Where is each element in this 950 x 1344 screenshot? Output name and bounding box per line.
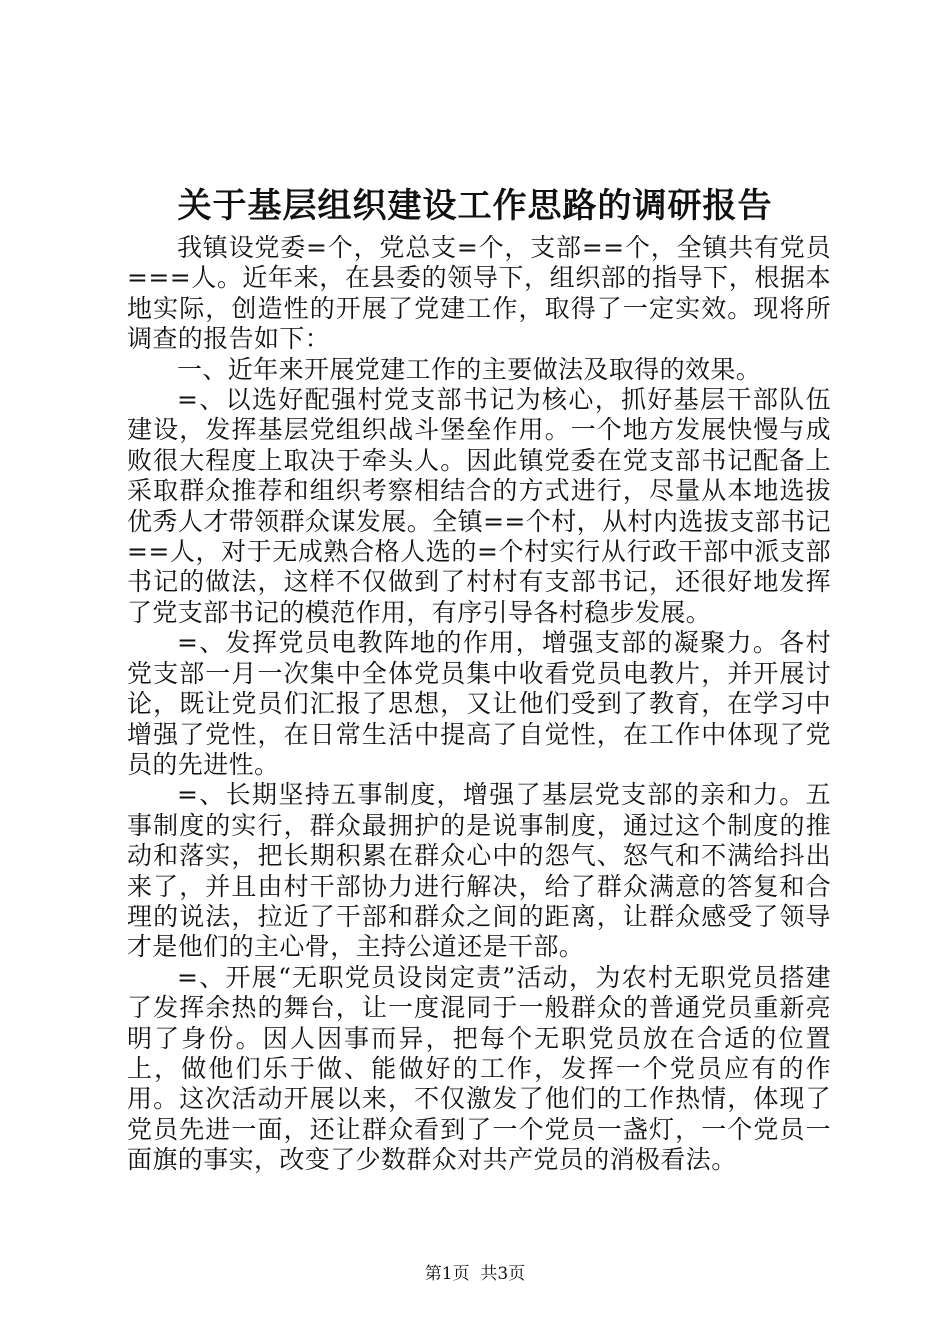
document-title: 关于基层组织建设工作思路的调研报告 <box>177 186 773 226</box>
paragraph-item-3: =、长期坚持五事制度，增强了基层党支部的亲和力。五事制度的实行，群众最拥护的是说事制度，通过这个制度的推动和落实，把长期积累在群众心中的怨气、怒气和不满给抖出来了，并且由村干部协力进行解决，给了群众满意的答复和合理的说法，拉近了干部和群众之间的距离，让群众感受了领导才是他们的主心骨，主持公道还是干部。 <box>127 780 831 962</box>
paragraph-intro: 我镇设党委=个，党总支=个，支部==个，全镇共有党员===人。近年来，在县委的领导下，组织部的指导下，根据本地实际，创造性的开展了党建工作，取得了一定实效。现将所调查的报告如下： <box>127 233 831 354</box>
page-footer <box>0 1263 950 1285</box>
paragraph-item-4: =、开展“无职党员设岗定责”活动，为农村无职党员搭建了发挥余热的舞台，让一度混同于一般群众的普通党员重新亮明了身份。因人因事而异，把每个无职党员放在合适的位置上，做他们乐于做、能做好的工作，发挥一个党员应有的作用。这次活动开展以来，不仅激发了他们的工作热情，体现了党员先进一面，还让群众看到了一个党员一盏灯，一个党员一面旗的事实，改变了少数群众对共产党员的消极看法。 <box>127 962 831 1175</box>
paragraph-item-1: =、以选好配强村党支部书记为核心，抓好基层干部队伍建设，发挥基层党组织战斗堡垒作用。一个地方发展快慢与成败很大程度上取决于牵头人。因此镇党委在党支部书记配备上采取群众推荐和组织考察相结合的方式进行，尽量从本地选拔优秀人才带领群众谋发展。全镇==个村，从村内选拔支部书记==人，对于无成熟合格人选的=个村实行从行政干部中派支部书记的做法，这样不仅做到了村村有支部书记，还很好地发挥了党支部书记的模范作用，有序引导各村稳步发展。 <box>127 385 831 627</box>
paragraph-section-heading: 一、近年来开展党建工作的主要做法及取得的效果。 <box>177 354 762 384</box>
paragraph-item-2: =、发挥党员电教阵地的作用，增强支部的凝聚力。各村党支部一月一次集中全体党员集中收看党员电教片，并开展讨论，既让党员们汇报了思想，又让他们受到了教育，在学习中增强了党性，在日常生活中提高了自觉性，在工作中体现了党员的先进性。 <box>127 628 831 779</box>
document-body <box>127 233 831 1176</box>
page-total: 共3页 <box>480 1264 526 1284</box>
page-number: 第1页 <box>424 1264 470 1284</box>
